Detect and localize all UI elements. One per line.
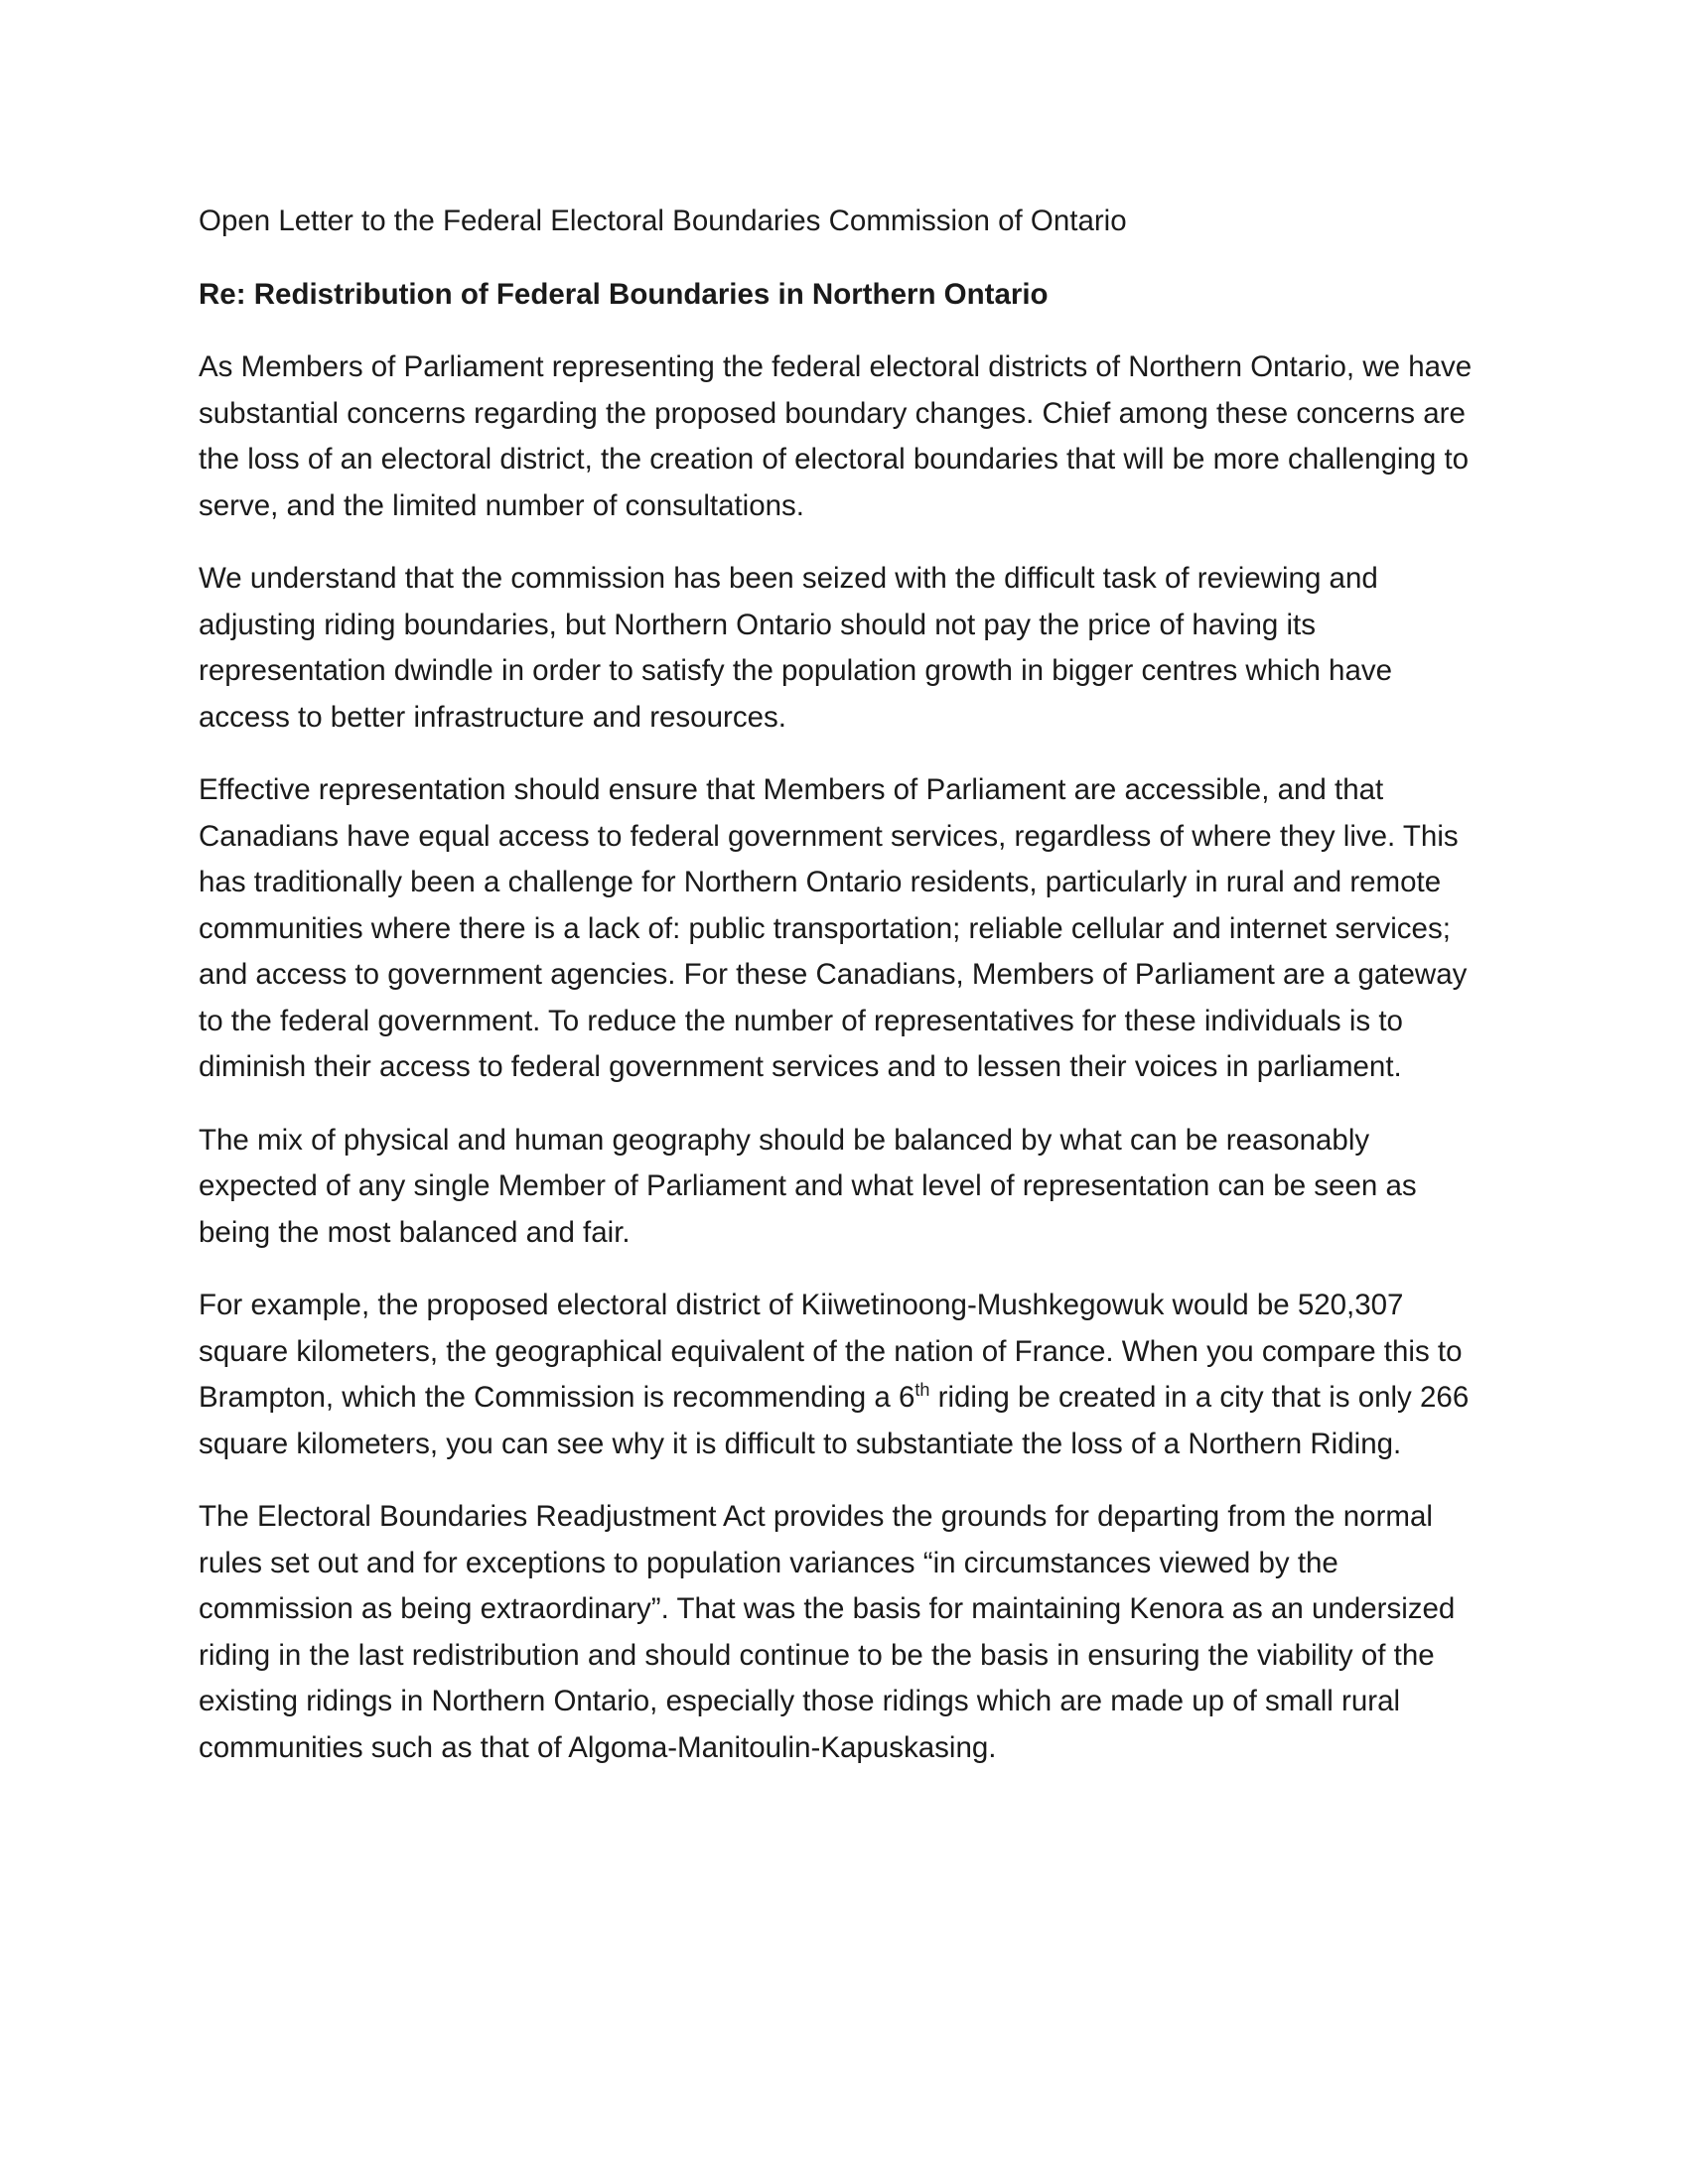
paragraph-readjustment-act: The Electoral Boundaries Readjustment Act provides the grounds for departing from the normal rules set out and for exceptions to population variances “in circumstances viewed by the commission as being extraordinary”. That was the basis for maintaining Kenora as an undersized riding in the last redistribution and should continue to be the basis in ensuring the viability of the existing ridings in Northern Ontario, especially those ridings which are made up of small rural communities such as that of Algoma-Manitoulin-Kapuskasing. — [199, 1500, 1456, 1764]
example-text-before: For example, the proposed electoral district of Kiiwetinoong-Mushkegowuk would be 520,307 square kilometers, the geographical equivalent of the nation of France. When you compare this to Brampton, which the Commission is recommending a 6 — [199, 1289, 1463, 1414]
paragraph-geography: The mix of physical and human geography should be balanced by what can be reasonably expected of any single Member of Parliament and what level of representation can be seen as being the most balanced and fair. — [199, 1123, 1417, 1249]
paragraph-concerns: As Members of Parliament representing the federal electoral districts of Northern Ontario, we have substantial concerns regarding the proposed boundary changes. Chief among these concerns are the loss of an electoral district, the creation of electoral boundaries that will be more challenging to serve, and the limited number of consultations. — [199, 350, 1473, 522]
paragraph-commission-task: We understand that the commission has been seized with the difficult task of reviewing and adjusting riding boundaries, but Northern Ontario should not pay the price of having its representation dwindle in order to satisfy the population growth in bigger centres which have access to better infrastructure and resources. — [199, 562, 1393, 734]
letter-page — [199, 199, 1489, 1798]
paragraph-example — [199, 1283, 1489, 1467]
ordinal-superscript: th — [914, 1380, 930, 1401]
letter-title: Open Letter to the Federal Electoral Boundaries Commission of Ontario — [199, 205, 1127, 237]
paragraph-effective-representation: Effective representation should ensure that Members of Parliament are accessible, and that Canadians have equal access to federal government services, regardless of where they live. This has traditionally been a challenge for Northern Ontario residents, particularly in rural and remote communities where there is a lack of: public transportation; reliable cellular and internet services; and access to government agencies. For these Canadians, Members of Parliament are a gateway to the federal government. To reduce the number of representatives for these individuals is to diminish their access to federal government services and to lessen their voices in parliament. — [199, 773, 1468, 1083]
example-text-after: riding be created in a city that is only 266 square kilometers, you can see why it is difficult to substantiate the loss of a Northern Riding. — [199, 1381, 1470, 1460]
letter-subject: Re: Redistribution of Federal Boundaries in Northern Ontario — [199, 277, 1049, 311]
